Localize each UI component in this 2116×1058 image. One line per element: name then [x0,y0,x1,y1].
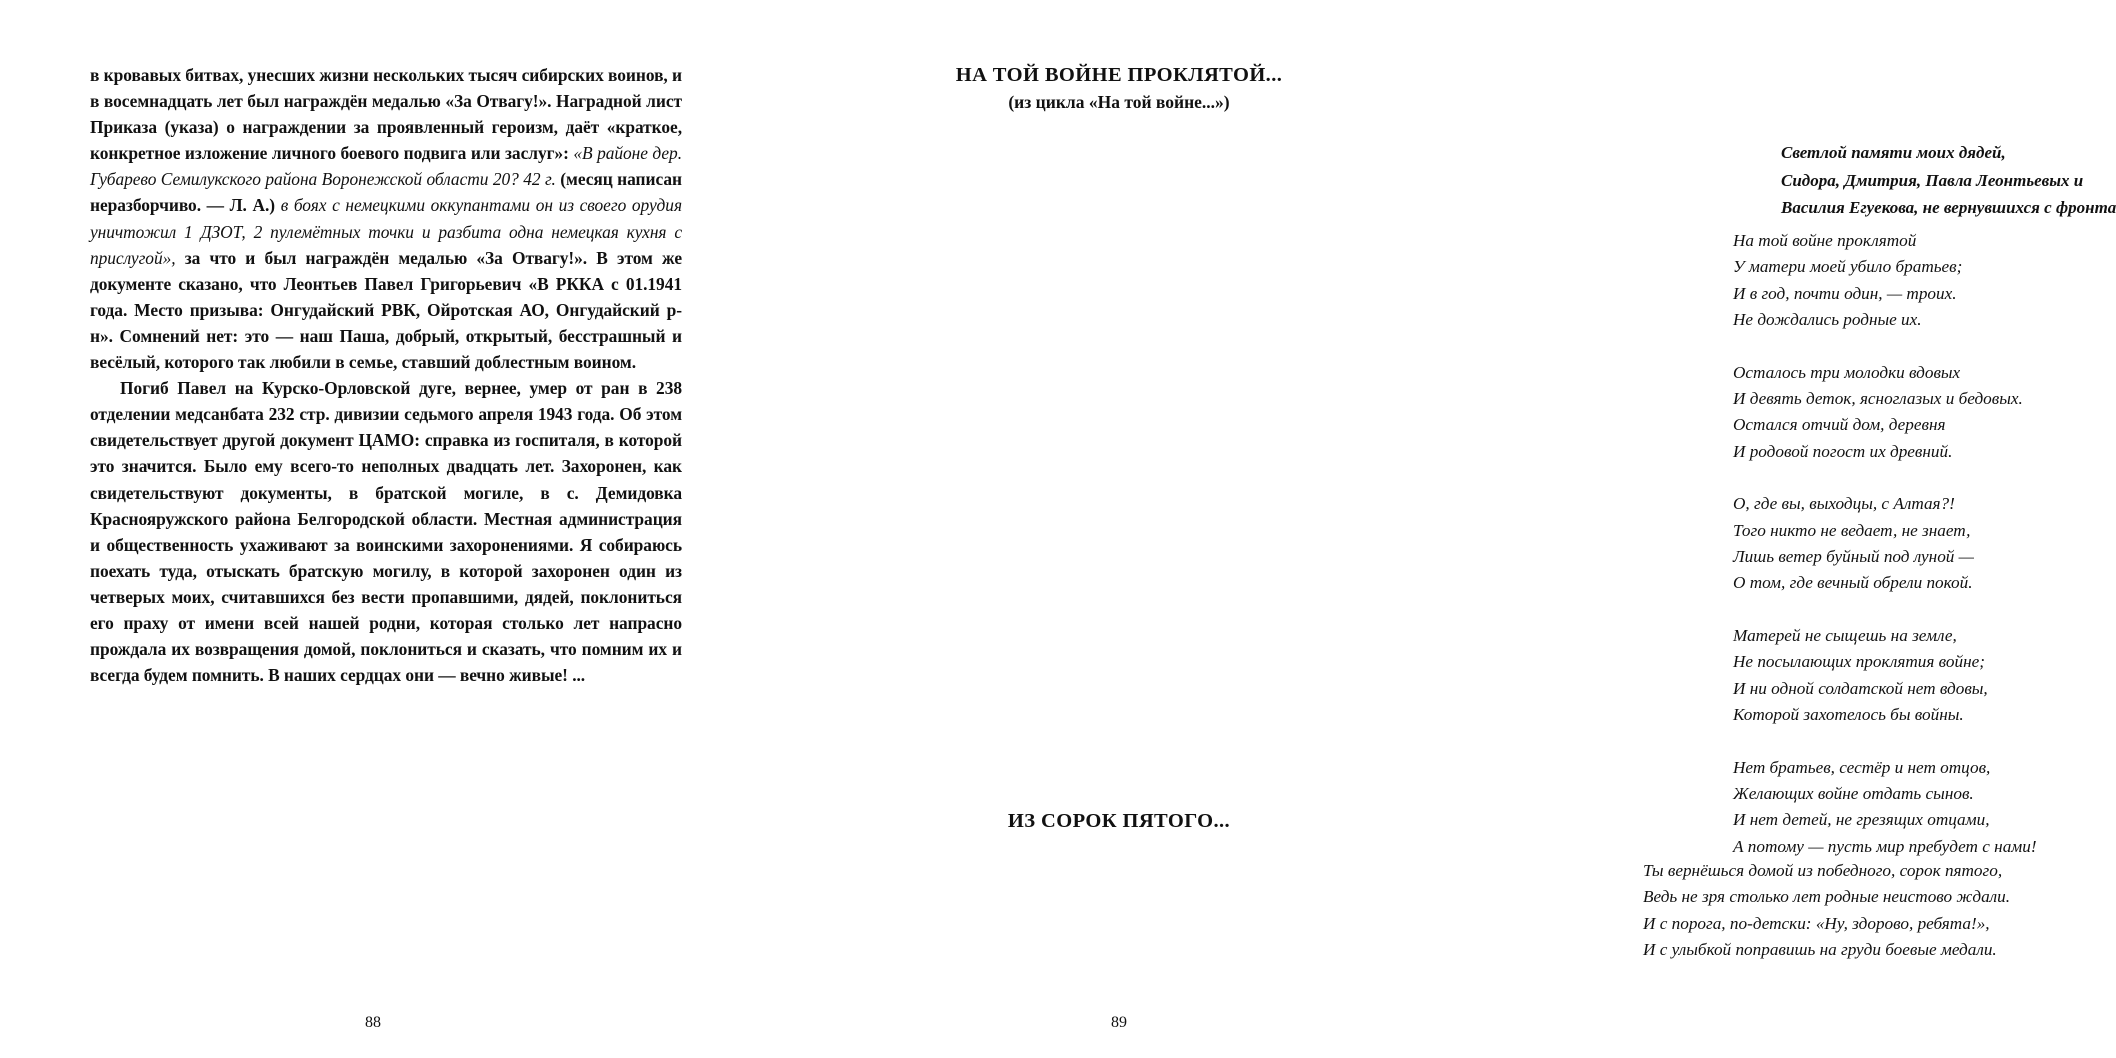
poem-one-title: НА ТОЙ ВОЙНЕ ПРОКЛЯТОЙ... [955,64,1283,86]
stanza [1733,360,2037,466]
prose-run-bold: (месяц написан неразборчиво. — Л. А.) [90,169,682,216]
dedication-line: Светлой памяти моих дядей, [1781,143,2006,162]
verse-line: А потому — пусть мир пребудет с нами! [1733,836,2037,856]
verse-line: Матерей не сыщешь на земле, [1733,625,1957,645]
poem-two-heading [746,810,1492,833]
poem-one-dedication [1781,139,2116,222]
verse-line: И ни одной солдатской нет вдовы, [1733,678,1988,698]
verse-line: Осталось три молодки вдовых [1733,362,1961,382]
verse-line: Которой захотелось бы войны. [1733,705,1964,725]
verse-line: О, где вы, выходцы, с Алтая?! [1733,494,1955,514]
stanza [1733,755,2037,861]
prose-run-bold: Погиб Павел на Курско-Орловской дуге, вернее, умер от ран в 238 отделении медсанбата 232 стр. дивизии седьмого апреля 1943 года. Об этом свидетельствует другой документ ЦАМО: справка из госпиталя, в которой это значится. Было ему всего-то неполных двадцать лет. Захоронен, как свидетельствуют документы, в братской могиле, в с. Демидовка Краснояружского района Белгородской области. Местная администрация и общественность ухаживают за воинскими захоронениями. Я собираюсь поехать туда, отыскать братскую могилу, в которой захоронен один из четверых моих, считавшихся без вести пропавшими, дядей, поклониться его праху от имени всей нашей родни, которая столько лет напрасно прождала их возвращения домой, поклониться и сказать, что помним их и всегда будем помнить. В наших сердцах они — вечно живые! ... [90,378,682,686]
page-number-right: 89 [1111,1014,1127,1031]
verse-line: У матери моей убило братьев; [1733,257,1963,277]
prose-run-bold: за что и был награждён медалью «За Отвагу!». В этом же документе сказано, что Леонтьев Павел Григорьевич «В РККА с 01.1941 года. Место призыва: Онгудайский РВК, Ойротская АО, Онгудайский р-н». Сомнений нет: это — наш Паша, добрый, открытый, бесстрашный и весёлый, которого так любили в семье, ставший доблестным воином. [90,247,682,373]
prose-run-bold: в кровавых битвах, унесших жизни нескольких тысяч сибирских воинов, и в восемнадцать лет был награждён медалью «За Отвагу!». Наградной лист Приказа (указа) о награждении за проявленный героизм, даёт «краткое, конкретное изложение личного боевого подвига или заслуг»: [90,65,682,164]
poem-two-title: ИЗ СОРОК ПЯТОГО... [1007,810,1231,832]
paragraph-grave [90,375,682,688]
stanza [1733,491,2037,597]
right-page [746,0,2116,1058]
poem-one-heading [746,62,1492,115]
left-page [0,0,746,1058]
verse-line: И нет детей, не грезящих отцами, [1733,810,1990,830]
stanza [1643,858,2010,964]
verse-line: О том, где вечный обрели покой. [1733,573,1973,593]
verse-line: Желающих войне отдать сынов. [1733,783,1974,803]
verse-line: И родовой погост их древний. [1733,441,1953,461]
dedication-line: Сидора, Дмитрия, Павла Леонтьевых и [1781,170,2084,190]
verse-line: Нет братьев, сестёр и нет отцов, [1733,757,1991,777]
verse-line: Ведь не зря столько лет родные неистово ждали. [1643,887,2011,907]
verse-line: Ты вернёшься домой из победного, сорок пятого, [1643,861,2003,880]
prose-run-italic: в боях с немецкими оккупантами он из своего орудия уничтожил 1 ДЗОТ, 2 пулемётных точки и разбита одна немецкая кухня с прислугой», [90,195,682,268]
prose-run-italic: «В районе дер. Губарево Семилукского района Воронежской области 20? 42 г. [90,143,682,190]
dedication-line: Василия Егуекова, не вернувшихся с фронта [1781,198,2116,217]
stanza [1733,228,2037,334]
verse-line: И в год, почти один, — троих. [1733,283,1957,303]
page-number-left: 88 [365,1014,381,1031]
stanza [1733,623,2037,729]
paragraph-award [90,62,682,375]
verse-line: Не посылающих проклятия войне; [1733,652,1985,672]
verse-line: Остался отчий дом, деревня [1733,415,1946,435]
verse-line: На той войне проклятой [1733,231,1917,250]
verse-line: Лишь ветер буйный под луной — [1733,547,1974,567]
verse-line: Не дождались родные их. [1733,310,1922,330]
poem-one-stanzas [1733,228,2037,886]
poem-two-stanzas [1643,858,2010,990]
verse-line: И с улыбкой поправишь на груди боевые медали. [1643,940,1997,960]
verse-line: И девять деток, ясноглазых и бедовых. [1733,389,2023,409]
poem-one-subtitle: (из цикла «На той войне...») [1008,92,1230,112]
prose-text-block [90,62,682,688]
verse-line: Того никто не ведает, не знает, [1733,520,1971,540]
verse-line: И с порога, по-детски: «Ну, здорово, ребята!», [1643,913,1990,933]
